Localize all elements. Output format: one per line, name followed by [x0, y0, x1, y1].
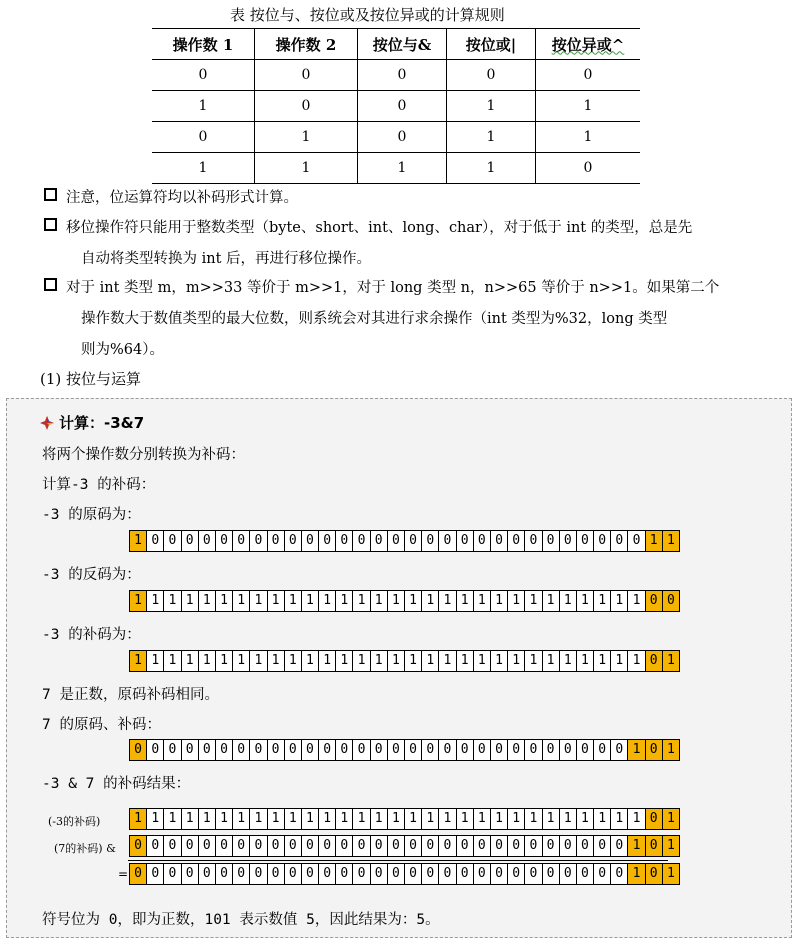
bit-cell: 1	[198, 808, 216, 830]
bit-cell: 1	[627, 590, 645, 612]
bit-cell: 0	[645, 650, 663, 672]
bit-cell: 0	[507, 739, 525, 761]
bit-cell: 0	[645, 739, 663, 761]
bullet-shift-types: 移位操作符只能用于整数类型（byte、short、int、long、char），对于低于 int 的类型，总是先 自动将类型转换为 int 后，再进行移位操作。	[44, 213, 792, 275]
text-conclusion: 符号位为 0，即为正数，101 表示数值 5，因此结果为：5。	[42, 912, 440, 928]
table-cell: 0	[358, 91, 447, 122]
bit-cell: 0	[249, 863, 267, 885]
bit-cell: 1	[662, 863, 680, 885]
bit-cell: 1	[473, 590, 491, 612]
bit-cell: 0	[370, 530, 388, 552]
bit-cell: 0	[576, 835, 594, 857]
bit-cell: 0	[404, 835, 422, 857]
bit-cell: 1	[129, 590, 147, 612]
bit-cell: 0	[146, 835, 164, 857]
table-cell: 0	[358, 122, 447, 153]
bit-cell: 1	[301, 808, 319, 830]
bit-cell: 1	[662, 808, 680, 830]
bit-cell: 1	[301, 590, 319, 612]
bit-cell: 1	[370, 650, 388, 672]
bit-cell: 0	[215, 739, 233, 761]
bit-cell: 0	[198, 530, 216, 552]
bit-cell: 0	[249, 530, 267, 552]
bit-cell: 0	[610, 739, 628, 761]
bit-cell: 1	[542, 590, 560, 612]
bit-cell: 0	[542, 739, 560, 761]
table-cell: 0	[152, 60, 255, 91]
bit-cell: 0	[542, 863, 560, 885]
bit-cell: 0	[146, 739, 164, 761]
bit-cell: 0	[181, 530, 199, 552]
bit-cell: 1	[301, 650, 319, 672]
bit-cell: 1	[267, 650, 285, 672]
bit-cell: 0	[421, 835, 439, 857]
bit-cell: 0	[129, 835, 147, 857]
bit-cell: 0	[249, 739, 267, 761]
bit-cell: 1	[524, 808, 542, 830]
label-neg3-complement: (-3的补码)	[48, 815, 101, 828]
bit-cell: 0	[318, 739, 336, 761]
bit-cell: 0	[473, 530, 491, 552]
bit-cell: 0	[352, 530, 370, 552]
bit-cell: 1	[524, 590, 542, 612]
bit-cell: 0	[593, 530, 611, 552]
bit-cell: 1	[163, 590, 181, 612]
table-cell: 1	[358, 153, 447, 184]
bitrow-neg3-complement	[130, 650, 680, 672]
bit-cell: 1	[249, 650, 267, 672]
bit-cell: 1	[473, 650, 491, 672]
bit-cell: 0	[490, 530, 508, 552]
bullet-box-icon	[44, 218, 57, 231]
bit-cell: 1	[129, 808, 147, 830]
bit-cell: 0	[146, 863, 164, 885]
bit-cell: 0	[456, 530, 474, 552]
bit-cell: 0	[387, 739, 405, 761]
bit-cell: 1	[387, 808, 405, 830]
bit-cell: 0	[232, 739, 250, 761]
bit-cell: 0	[335, 863, 353, 885]
bit-cell: 1	[181, 808, 199, 830]
bit-cell: 1	[129, 650, 147, 672]
bit-cell: 1	[387, 650, 405, 672]
bit-cell: 0	[284, 530, 302, 552]
bit-cell: 1	[198, 650, 216, 672]
bit-cell: 0	[387, 863, 405, 885]
bit-cell: 1	[593, 808, 611, 830]
bit-cell: 1	[404, 590, 422, 612]
bit-cell: 1	[163, 808, 181, 830]
bit-cell: 1	[335, 590, 353, 612]
bit-cell: 0	[215, 835, 233, 857]
table-cell: 0	[536, 153, 641, 184]
bit-cell: 1	[267, 590, 285, 612]
bit-cell: 1	[542, 808, 560, 830]
bit-cell: 0	[490, 863, 508, 885]
bit-cell: 0	[645, 835, 663, 857]
bit-cell: 1	[456, 808, 474, 830]
bitrow-neg3-inverse	[130, 590, 680, 612]
bit-cell: 1	[352, 650, 370, 672]
text-convert: 将两个操作数分别转换为补码：	[42, 447, 245, 463]
bit-cell: 1	[232, 650, 250, 672]
section-title: (1) 按位与运算	[40, 370, 142, 388]
bit-cell: 1	[627, 835, 645, 857]
text-neg3-inv: -3 的反码为：	[42, 567, 141, 583]
sum-line	[128, 860, 668, 861]
bit-cell: 0	[301, 863, 319, 885]
bit-cell: 1	[249, 808, 267, 830]
table-cell: 1	[447, 122, 536, 153]
bit-cell: 1	[318, 650, 336, 672]
bit-cell: 1	[146, 590, 164, 612]
bit-cell: 0	[284, 739, 302, 761]
bit-cell: 0	[232, 835, 250, 857]
bit-cell: 0	[593, 863, 611, 885]
bit-cell: 0	[559, 863, 577, 885]
bit-cell: 1	[627, 863, 645, 885]
text-seven-positive: 7 是正数，原码补码相同。	[42, 687, 219, 703]
bit-cell: 0	[473, 835, 491, 857]
bit-cell: 1	[129, 530, 147, 552]
bit-cell: 1	[662, 530, 680, 552]
bitrow-seven	[130, 739, 680, 761]
bit-cell: 1	[421, 590, 439, 612]
bit-cell: 1	[249, 590, 267, 612]
bitrow-result	[130, 863, 680, 885]
bit-cell: 1	[627, 808, 645, 830]
bit-cell: 1	[507, 808, 525, 830]
label-equals: =	[118, 867, 129, 881]
bit-cell: 0	[284, 863, 302, 885]
header-operand-2: 操作数 2	[255, 29, 358, 60]
bit-cell: 1	[559, 808, 577, 830]
bit-cell: 0	[198, 739, 216, 761]
bit-cell: 0	[301, 530, 319, 552]
bit-cell: 1	[559, 650, 577, 672]
bit-cell: 0	[232, 863, 250, 885]
bit-cell: 1	[318, 590, 336, 612]
bit-cell: 1	[284, 650, 302, 672]
bit-cell: 0	[301, 835, 319, 857]
bit-cell: 0	[542, 835, 560, 857]
bit-cell: 1	[662, 650, 680, 672]
bit-cell: 0	[163, 530, 181, 552]
bit-cell: 1	[370, 590, 388, 612]
bitrow-operand-b	[130, 835, 680, 857]
bit-cell: 1	[507, 590, 525, 612]
bit-cell: 0	[181, 739, 199, 761]
bit-cell: 0	[404, 739, 422, 761]
table-cell: 0	[536, 60, 641, 91]
bit-cell: 1	[421, 650, 439, 672]
bit-cell: 1	[284, 808, 302, 830]
bit-cell: 1	[267, 808, 285, 830]
bit-cell: 1	[438, 590, 456, 612]
table-row	[152, 91, 640, 122]
bit-cell: 0	[163, 835, 181, 857]
bit-cell: 0	[249, 835, 267, 857]
table-row	[152, 60, 640, 91]
bit-cell: 1	[284, 590, 302, 612]
bit-cell: 1	[593, 590, 611, 612]
bit-cell: 0	[335, 739, 353, 761]
bit-cell: 0	[645, 863, 663, 885]
bit-cell: 0	[146, 530, 164, 552]
table-cell: 0	[255, 60, 358, 91]
bit-cell: 0	[387, 530, 405, 552]
bit-cell: 0	[267, 863, 285, 885]
bit-cell: 0	[387, 835, 405, 857]
bit-cell: 1	[542, 650, 560, 672]
bit-cell: 0	[490, 835, 508, 857]
bit-cell: 1	[576, 590, 594, 612]
table-cell: 0	[255, 91, 358, 122]
table-cell: 0	[447, 60, 536, 91]
bit-cell: 0	[524, 835, 542, 857]
bit-cell: 0	[490, 739, 508, 761]
bit-cell: 1	[662, 739, 680, 761]
bit-cell: 0	[610, 835, 628, 857]
bitwise-rules-table	[152, 28, 640, 184]
bit-cell: 0	[473, 739, 491, 761]
bit-cell: 1	[215, 590, 233, 612]
bit-cell: 1	[490, 650, 508, 672]
table-cell: 1	[536, 122, 641, 153]
table-cell: 0	[152, 122, 255, 153]
table-cell: 1	[255, 153, 358, 184]
bit-cell: 1	[198, 590, 216, 612]
bit-cell: 0	[318, 835, 336, 857]
header-and: 按位与&	[358, 29, 447, 60]
bit-cell: 0	[181, 863, 199, 885]
bit-cell: 0	[507, 835, 525, 857]
bit-cell: 0	[284, 835, 302, 857]
table-header-row	[152, 29, 640, 60]
bit-cell: 0	[421, 863, 439, 885]
bit-cell: 0	[352, 739, 370, 761]
table-cell: 1	[536, 91, 641, 122]
bit-cell: 1	[593, 650, 611, 672]
bit-cell: 0	[404, 863, 422, 885]
bit-cell: 0	[593, 739, 611, 761]
bit-cell: 1	[645, 530, 663, 552]
bit-cell: 0	[267, 835, 285, 857]
bit-cell: 0	[163, 739, 181, 761]
header-xor: 按位异或^	[536, 29, 641, 60]
bit-cell: 1	[559, 590, 577, 612]
bit-cell: 1	[181, 590, 199, 612]
bullet-shift-modulo: 对于 int 类型 m，m>>33 等价于 m>>1，对于 long 类型 n，n>>65 等价于 n>>1。如果第二个 操作数大于数值类型的最大位数，则系统会对其进行求余操作（int 类型为%32，long 类型 则为%64）。	[44, 273, 792, 366]
bitrow-neg3-original	[130, 530, 680, 552]
bit-cell: 0	[456, 863, 474, 885]
bit-cell: 1	[215, 650, 233, 672]
bit-cell: 1	[456, 650, 474, 672]
bit-cell: 0	[198, 863, 216, 885]
bit-cell: 0	[610, 863, 628, 885]
bit-cell: 1	[387, 590, 405, 612]
label-seven-and: (7的补码) &	[54, 842, 116, 855]
bit-cell: 1	[421, 808, 439, 830]
bit-cell: 0	[370, 835, 388, 857]
bit-cell: 0	[421, 739, 439, 761]
bit-cell: 0	[559, 530, 577, 552]
bit-cell: 0	[438, 530, 456, 552]
bit-cell: 0	[267, 739, 285, 761]
bit-cell: 0	[662, 590, 680, 612]
text-neg3-comp: -3 的补码为：	[42, 627, 141, 643]
bit-cell: 0	[301, 739, 319, 761]
bit-cell: 1	[662, 835, 680, 857]
bullet-box-icon	[44, 278, 57, 291]
bit-cell: 0	[507, 530, 525, 552]
bit-cell: 1	[352, 590, 370, 612]
diamond-bullet-icon	[40, 416, 54, 430]
bullet-note-complement: 注意，位运算符均以补码形式计算。	[44, 183, 792, 214]
bit-cell: 0	[318, 530, 336, 552]
bit-cell: 0	[593, 835, 611, 857]
bit-cell: 0	[438, 739, 456, 761]
bit-cell: 1	[627, 650, 645, 672]
bit-cell: 0	[129, 863, 147, 885]
bit-cell: 0	[576, 530, 594, 552]
bit-cell: 0	[524, 530, 542, 552]
bit-cell: 1	[576, 650, 594, 672]
bit-cell: 0	[456, 739, 474, 761]
bit-cell: 0	[507, 863, 525, 885]
bit-cell: 0	[352, 863, 370, 885]
bit-cell: 0	[576, 739, 594, 761]
bit-cell: 0	[645, 590, 663, 612]
bullet-box-icon	[44, 188, 57, 201]
table-caption: 表 按位与、按位或及按位异或的计算规则	[230, 6, 505, 24]
header-or: 按位或|	[447, 29, 536, 60]
bit-cell: 1	[181, 650, 199, 672]
bit-cell: 0	[335, 835, 353, 857]
bit-cell: 1	[490, 590, 508, 612]
bit-cell: 0	[576, 863, 594, 885]
text-calc-neg3: 计算-3 的补码：	[42, 477, 156, 493]
bit-cell: 1	[627, 739, 645, 761]
bit-cell: 0	[473, 863, 491, 885]
bit-cell: 1	[146, 650, 164, 672]
bit-cell: 0	[215, 530, 233, 552]
bit-cell: 0	[215, 863, 233, 885]
bit-cell: 1	[404, 808, 422, 830]
bit-cell: 0	[524, 739, 542, 761]
bit-cell: 0	[456, 835, 474, 857]
text-seven-codes: 7 的原码、补码：	[42, 717, 161, 733]
bit-cell: 0	[524, 863, 542, 885]
bit-cell: 1	[507, 650, 525, 672]
bit-cell: 1	[438, 650, 456, 672]
bit-cell: 1	[610, 590, 628, 612]
bitrow-operand-a	[130, 808, 680, 830]
bit-cell: 1	[163, 650, 181, 672]
table-cell: 0	[358, 60, 447, 91]
bit-cell: 1	[215, 808, 233, 830]
bit-cell: 1	[318, 808, 336, 830]
bit-cell: 0	[335, 530, 353, 552]
calc-title: 计算：-3&7	[40, 412, 144, 433]
bit-cell: 0	[645, 808, 663, 830]
bit-cell: 1	[576, 808, 594, 830]
bit-cell: 1	[610, 650, 628, 672]
bit-cell: 0	[559, 739, 577, 761]
bit-cell: 0	[559, 835, 577, 857]
bit-cell: 1	[352, 808, 370, 830]
bit-cell: 0	[129, 739, 147, 761]
table-row	[152, 153, 640, 184]
bit-cell: 1	[232, 590, 250, 612]
table-cell: 1	[152, 153, 255, 184]
bit-cell: 1	[524, 650, 542, 672]
bit-cell: 0	[232, 530, 250, 552]
bit-cell: 1	[456, 590, 474, 612]
bit-cell: 0	[542, 530, 560, 552]
table-cell: 1	[447, 91, 536, 122]
bit-cell: 1	[146, 808, 164, 830]
bit-cell: 1	[335, 808, 353, 830]
bit-cell: 0	[421, 530, 439, 552]
text-and-result: -3 & 7 的补码结果：	[42, 776, 191, 792]
bit-cell: 0	[352, 835, 370, 857]
bit-cell: 0	[370, 739, 388, 761]
bit-cell: 1	[473, 808, 491, 830]
bit-cell: 1	[232, 808, 250, 830]
bit-cell: 0	[318, 863, 336, 885]
bit-cell: 1	[438, 808, 456, 830]
bit-cell: 0	[438, 835, 456, 857]
bit-cell: 0	[370, 863, 388, 885]
bit-cell: 0	[163, 863, 181, 885]
header-operand-1: 操作数 1	[152, 29, 255, 60]
bit-cell: 1	[404, 650, 422, 672]
bit-cell: 1	[610, 808, 628, 830]
table-body	[152, 60, 640, 184]
table-cell: 1	[447, 153, 536, 184]
table-cell: 1	[152, 91, 255, 122]
table-cell: 1	[255, 122, 358, 153]
bit-cell: 0	[404, 530, 422, 552]
bit-cell: 0	[267, 530, 285, 552]
table-row	[152, 122, 640, 153]
bit-cell: 0	[610, 530, 628, 552]
bit-cell: 0	[198, 835, 216, 857]
bit-cell: 0	[438, 863, 456, 885]
bit-cell: 0	[627, 530, 645, 552]
text-neg3-orig: -3 的原码为：	[42, 507, 141, 523]
bit-cell: 0	[181, 835, 199, 857]
bit-cell: 1	[335, 650, 353, 672]
bit-cell: 1	[370, 808, 388, 830]
bit-cell: 1	[490, 808, 508, 830]
